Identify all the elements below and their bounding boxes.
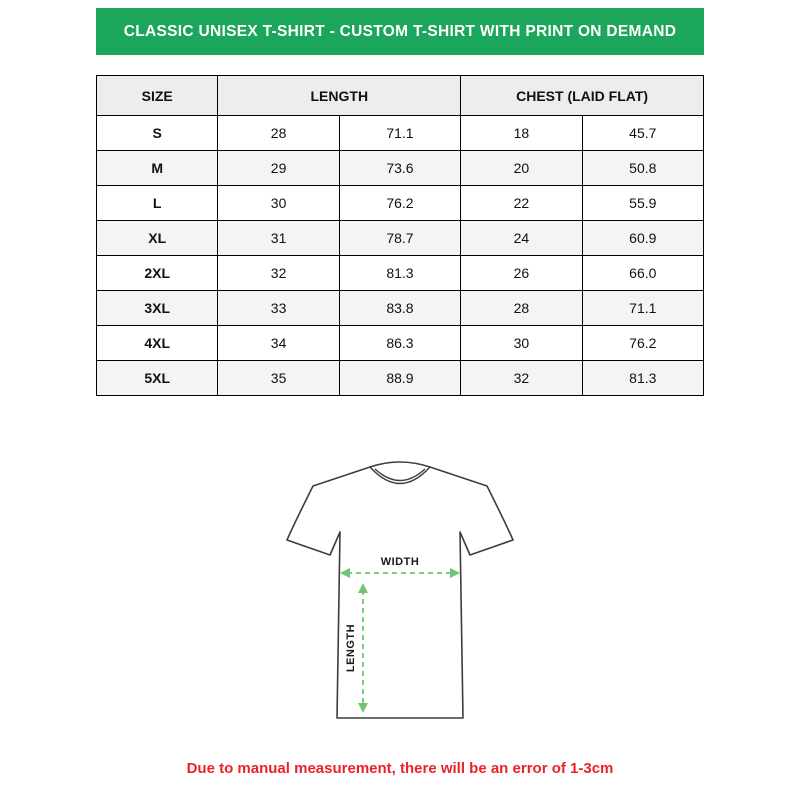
size-table-body: [97, 116, 704, 396]
cell-length-cm: 86.3: [339, 326, 460, 361]
title-banner: [96, 8, 704, 55]
cell-size: L: [97, 186, 218, 221]
cell-size: M: [97, 151, 218, 186]
length-label: LENGTH: [345, 623, 357, 673]
cell-chest-in: 30: [461, 326, 582, 361]
cell-chest-cm: 71.1: [582, 291, 703, 326]
cell-chest-cm: 45.7: [582, 116, 703, 151]
measurement-error-note: Due to manual measurement, there will be an error of 1-3cm: [186, 760, 614, 777]
header-chest: CHEST (LAID FLAT): [461, 76, 704, 116]
tshirt-body-shape: [287, 462, 513, 718]
cell-chest-in: 32: [461, 361, 582, 396]
cell-chest-cm: 76.2: [582, 326, 703, 361]
table-row: [97, 326, 704, 361]
cell-length-cm: 88.9: [339, 361, 460, 396]
cell-length-in: 29: [218, 151, 339, 186]
header-size: SIZE: [97, 76, 218, 116]
cell-size: 5XL: [97, 361, 218, 396]
cell-size: S: [97, 116, 218, 151]
table-row: [97, 256, 704, 291]
cell-length-cm: 83.8: [339, 291, 460, 326]
table-row: [97, 151, 704, 186]
cell-chest-in: 18: [461, 116, 582, 151]
table-header-row: [97, 76, 704, 116]
cell-chest-cm: 66.0: [582, 256, 703, 291]
cell-length-in: 33: [218, 291, 339, 326]
cell-size: XL: [97, 221, 218, 256]
cell-chest-cm: 50.8: [582, 151, 703, 186]
width-label: WIDTH: [380, 556, 420, 568]
tshirt-measurement-diagram: [240, 440, 560, 752]
table-row: [97, 361, 704, 396]
cell-chest-in: 22: [461, 186, 582, 221]
cell-chest-in: 24: [461, 221, 582, 256]
cell-length-in: 28: [218, 116, 339, 151]
cell-chest-in: 28: [461, 291, 582, 326]
cell-length-in: 34: [218, 326, 339, 361]
tshirt-outline-drawing: [240, 440, 560, 752]
cell-chest-in: 20: [461, 151, 582, 186]
cell-length-in: 31: [218, 221, 339, 256]
page-title: CLASSIC UNISEX T-SHIRT - CUSTOM T-SHIRT WITH PRINT ON DEMAND: [123, 22, 677, 40]
cell-chest-cm: 81.3: [582, 361, 703, 396]
cell-size: 4XL: [97, 326, 218, 361]
cell-chest-in: 26: [461, 256, 582, 291]
table-row: [97, 186, 704, 221]
size-chart-table: [96, 75, 704, 396]
cell-length-cm: 76.2: [339, 186, 460, 221]
header-length: LENGTH: [218, 76, 461, 116]
cell-length-cm: 78.7: [339, 221, 460, 256]
table-row: [97, 221, 704, 256]
cell-length-in: 35: [218, 361, 339, 396]
cell-chest-cm: 60.9: [582, 221, 703, 256]
cell-length-cm: 71.1: [339, 116, 460, 151]
table-row: [97, 116, 704, 151]
cell-length-cm: 73.6: [339, 151, 460, 186]
cell-length-in: 32: [218, 256, 339, 291]
cell-length-cm: 81.3: [339, 256, 460, 291]
table-row: [97, 291, 704, 326]
cell-length-in: 30: [218, 186, 339, 221]
cell-size: 3XL: [97, 291, 218, 326]
cell-size: 2XL: [97, 256, 218, 291]
cell-chest-cm: 55.9: [582, 186, 703, 221]
